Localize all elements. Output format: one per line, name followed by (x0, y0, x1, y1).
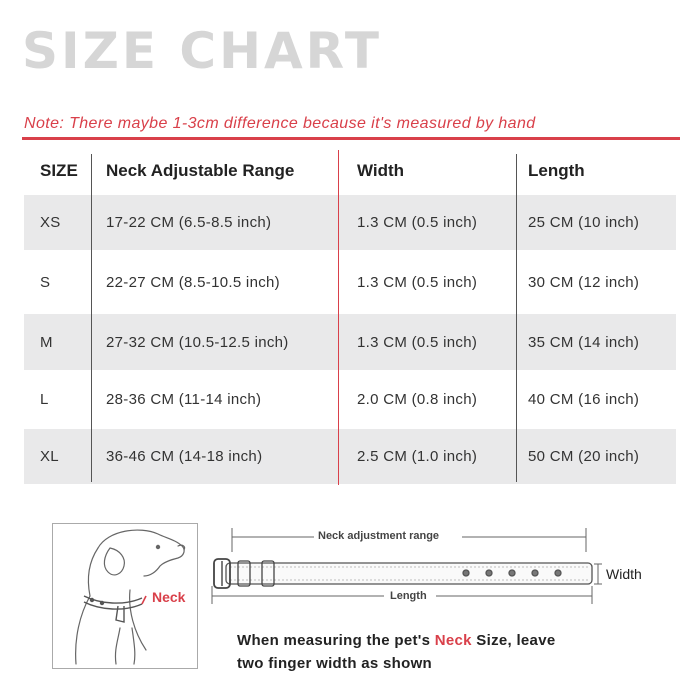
neck-adjustment-label: Neck adjustment range (318, 530, 440, 542)
header-width: Width (357, 160, 405, 180)
cell-width: 2.0 CM (0.8 inch) (357, 391, 478, 408)
cell-size: M (40, 333, 53, 351)
cell-width: 2.5 CM (1.0 inch) (357, 448, 478, 465)
cell-size: XS (40, 214, 61, 231)
length-label: Length (390, 590, 427, 602)
cell-size: L (40, 391, 49, 408)
table-row (24, 429, 676, 484)
instruction-highlight: Neck (434, 632, 472, 649)
table-row (24, 195, 676, 250)
collar-icon (214, 559, 592, 588)
neck-label: Neck (152, 589, 186, 605)
cell-length: 35 CM (14 inch) (528, 333, 640, 351)
width-dimension (594, 564, 602, 584)
cell-length: 40 CM (16 inch) (528, 391, 640, 408)
instruction-text-line2: two finger width as shown (237, 655, 432, 672)
cell-neck: 22-27 CM (8.5-10.5 inch) (106, 273, 280, 291)
column-divider-red (338, 150, 339, 485)
table-row (24, 314, 676, 370)
table-row (24, 250, 676, 314)
instruction-text: When measuring the pet's (237, 632, 435, 649)
header-neck: Neck Adjustable Range (106, 160, 295, 180)
cell-neck: 36-46 CM (14-18 inch) (106, 448, 263, 465)
measuring-instructions (237, 629, 677, 675)
cell-length: 25 CM (10 inch) (528, 214, 640, 231)
header-length: Length (528, 160, 585, 180)
width-label: Width (606, 566, 642, 582)
header-size: SIZE (40, 160, 78, 180)
cell-size: XL (40, 448, 59, 465)
cell-neck: 27-32 CM (10.5-12.5 inch) (106, 333, 289, 351)
page-title: SIZE CHART (22, 22, 383, 80)
size-chart-table (24, 140, 676, 484)
cell-width: 1.3 CM (0.5 inch) (357, 214, 478, 231)
cell-size: S (40, 273, 51, 291)
cell-length: 50 CM (20 inch) (528, 448, 640, 465)
column-divider (91, 154, 92, 482)
column-divider (516, 154, 517, 482)
cell-length: 30 CM (12 inch) (528, 273, 640, 291)
table-row (24, 370, 676, 429)
cell-neck: 28-36 CM (11-14 inch) (106, 391, 262, 408)
cell-neck: 17-22 CM (6.5-8.5 inch) (106, 214, 272, 231)
measurement-note: Note: There maybe 1-3cm difference because it's measured by hand (24, 115, 536, 132)
cell-width: 1.3 CM (0.5 inch) (357, 333, 478, 351)
instruction-text: Size, leave (471, 632, 556, 649)
table-header-row (24, 140, 676, 195)
cell-width: 1.3 CM (0.5 inch) (357, 273, 478, 291)
